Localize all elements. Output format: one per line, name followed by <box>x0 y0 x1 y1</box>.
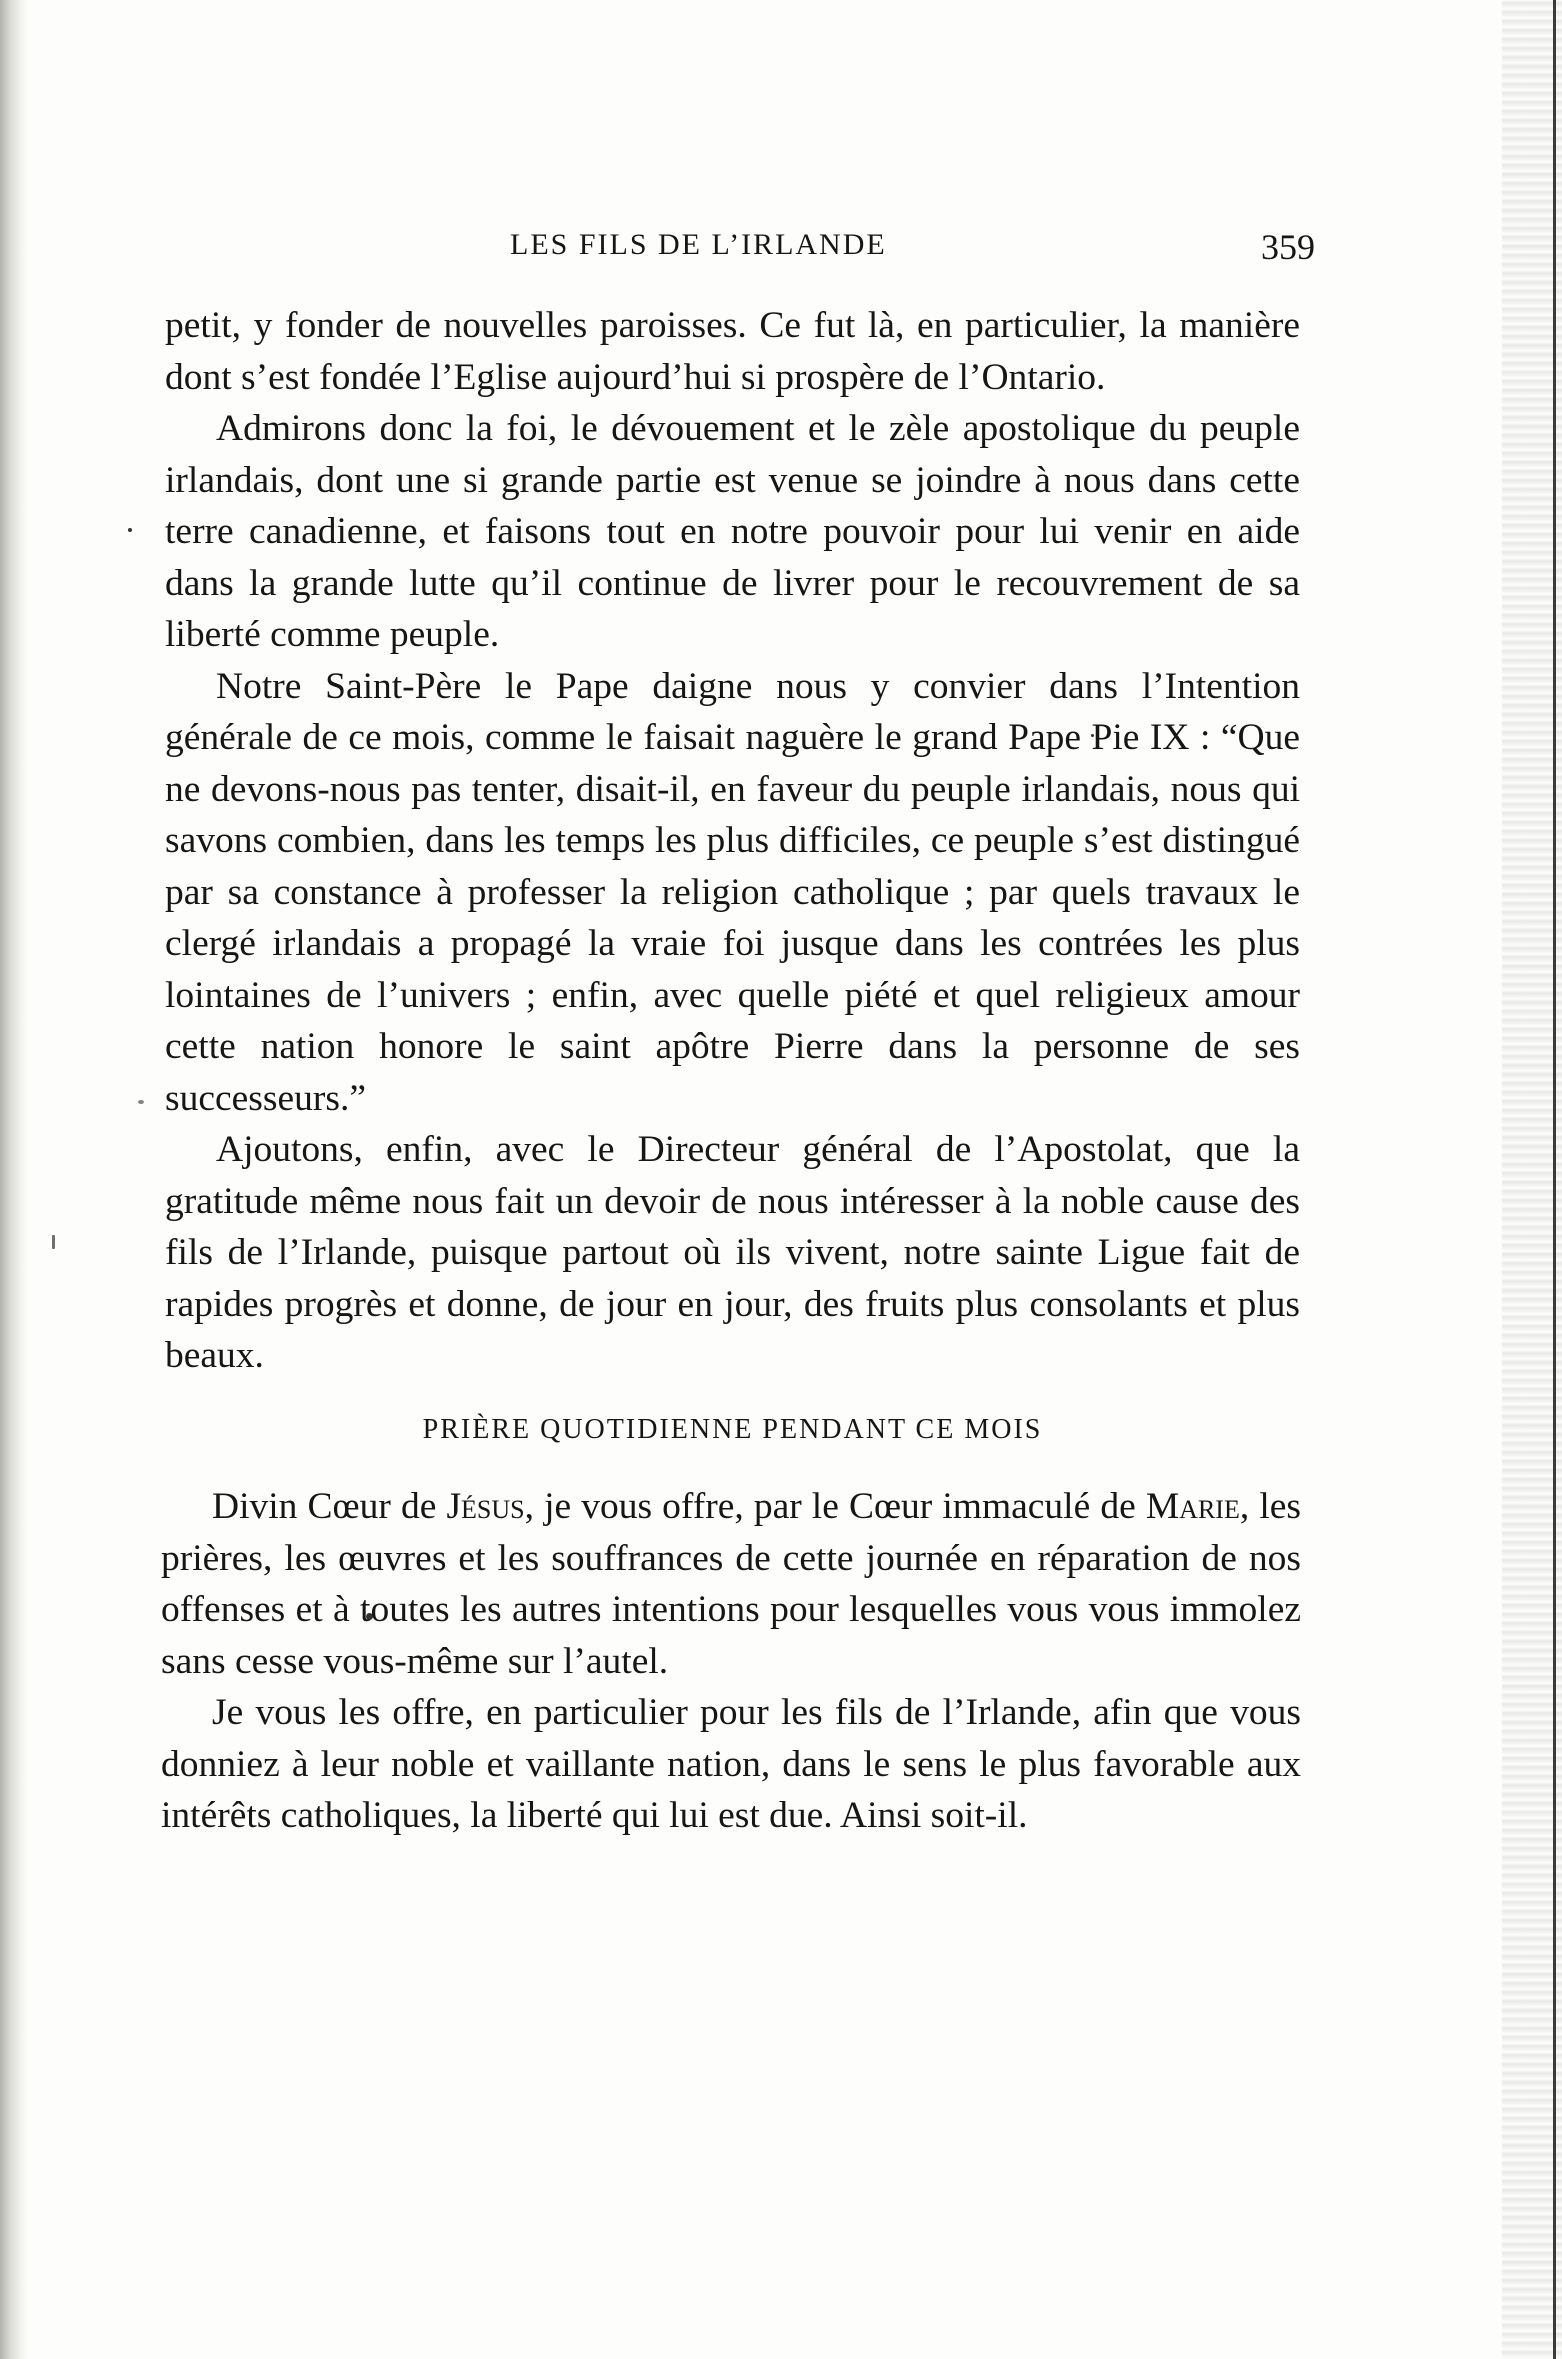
prayer-text-part: , je vous offre, par le Cœur immaculé de <box>524 1486 1146 1527</box>
prayer-paragraph <box>161 1481 1301 1687</box>
prayer-text-part: Divin Cœur de <box>212 1486 447 1527</box>
paragraph: Admirons donc la foi, le dévouement et le zèle apostolique du peuple irlandais, dont une si grande partie est venue se joindre à nous dans cette terre canadienne, et faisons tout en notre pouvoir pour lui venir en aide dans la grande lutte qu’il continue de livrer pour le recouvrement de sa liberté comme peuple. <box>165 408 1300 655</box>
paragraph: petit, y fonder de nouvelles paroisses. Ce fut là, en particulier, la manière dont s’est fondée l’Eglise aujourd’hui si prospère de l’Ontario. <box>165 305 1300 398</box>
running-head: LES FILS DE L’IRLANDE <box>510 228 887 261</box>
body-text <box>161 300 1301 1842</box>
scan-speck <box>138 1100 144 1104</box>
page-number: 359 <box>1261 227 1315 267</box>
page-header <box>165 228 1315 278</box>
paragraph: Ajoutons, enfin, avec le Directeur général de l’Apostolat, que la gratitude même nous fait un devoir de nous intéresser à la noble cause des fils de l’Irlande, puisque partout où ils vivent, notre sainte Ligue fait de rapides progrès et donne, de jour en jour, des fruits plus consolants et plus beaux. <box>165 1129 1300 1376</box>
scan-edge-right-line <box>1553 0 1556 2359</box>
scan-edge-left <box>0 0 28 2359</box>
prayer-heading: PRIÈRE QUOTIDIENNE PENDANT CE MOIS <box>422 1413 1043 1445</box>
scan-speck <box>52 1235 55 1249</box>
prayer-text-part: , les prières, les œuvres et les souffrances de cette journée en réparation de nos offenses et à toutes les autres intentions pour lesquelles vous vous immolez sans cesse vous-même sur l’autel. <box>161 1486 1301 1682</box>
scan-speck <box>128 528 132 532</box>
name-jesus: Jésus <box>446 1486 525 1527</box>
paragraph: Notre Saint-Père le Pape daigne nous y convier dans l’Intention générale de ce mois, comme le faisait naguère le grand Pape Pie IX : “Que ne devons-nous pas tenter, disait-il, en faveur du peuple irlandais, nous qui savons combien, dans les temps les plus difficiles, ce peuple s’est distingué par sa constance à professer la religion catholique ; par quels travaux le clergé irlandais a propagé la vraie foi jusque dans les contrées les plus lointaines de l’univers ; enfin, avec quelle piété et quel religieux amour cette nation honore le saint apôtre Pierre dans la personne de ses successeurs.” <box>165 665 1300 1119</box>
name-marie: Marie <box>1145 1486 1240 1527</box>
prayer-text <box>161 1481 1301 1842</box>
prayer-paragraph: Je vous les offre, en particulier pour les fils de l’Irlande, afin que vous donniez à leur noble et vaillante nation, dans le sens le plus favorable aux intérêts catholiques, la liberté qui lui est due. Ainsi soit-il. <box>161 1692 1301 1836</box>
